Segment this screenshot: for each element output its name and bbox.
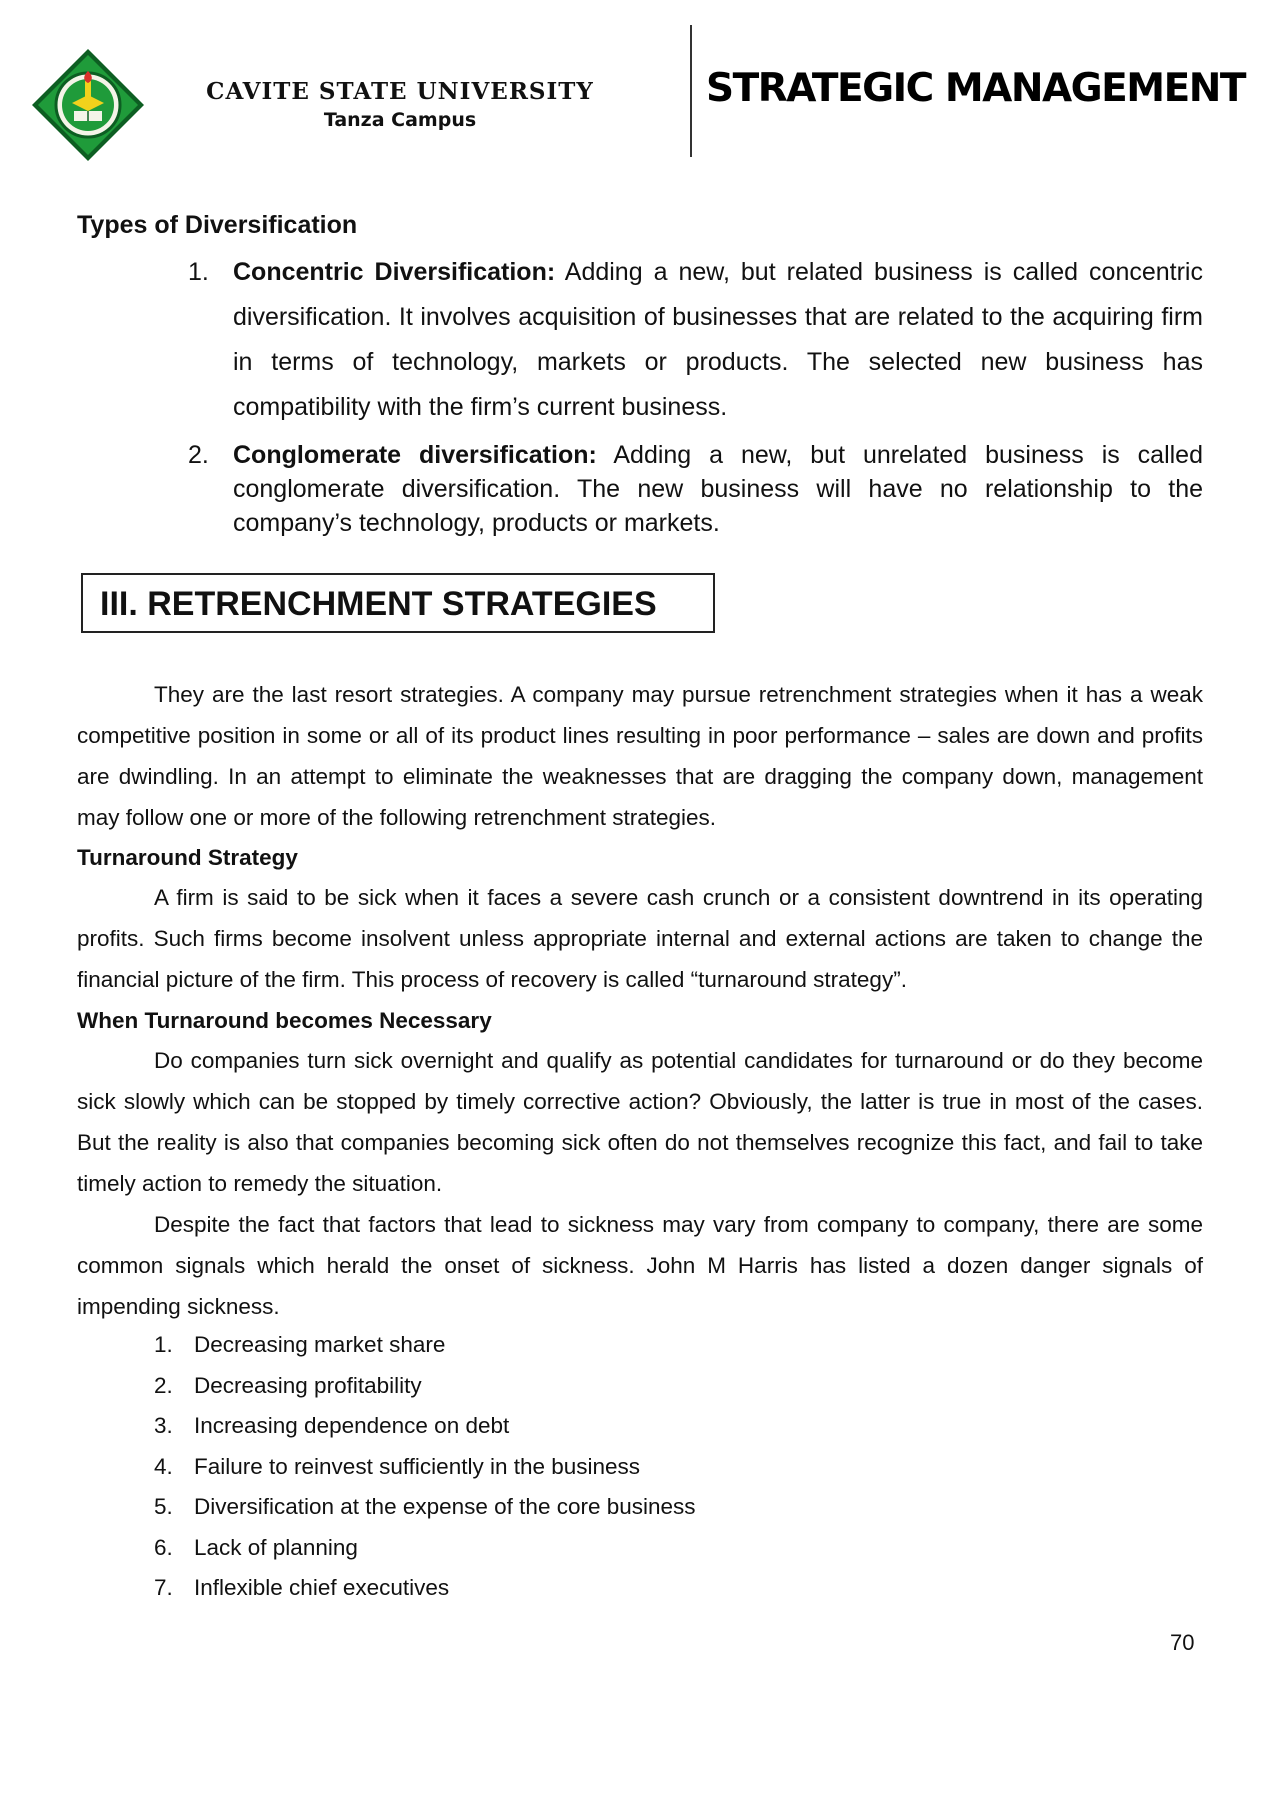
university-seal-icon [28, 45, 148, 165]
list-item [154, 1528, 696, 1569]
turnaround-paragraph: A firm is said to be sick when it faces a severe cash crunch or a consistent downtrend in its operating profits. Such firms become insolvent unless appropriate internal and external actions are taken to change the financial picture of the firm. This process of recovery is called “turnaround strategy”. [77, 885, 1203, 992]
header-divider [690, 25, 692, 157]
list-item [154, 1406, 696, 1447]
necessary-paragraph-block [77, 1040, 1203, 1327]
list-item [188, 438, 1203, 540]
list-number: 4. [154, 1453, 173, 1479]
signal-text: Lack of planning [194, 1534, 358, 1560]
types-heading: Types of Diversification [77, 211, 358, 239]
section-title: III. RETRENCHMENT STRATEGIES [100, 585, 657, 623]
term: Conglomerate diversification: [233, 441, 597, 469]
course-title: STRATEGIC MANAGEMENT [706, 66, 1246, 111]
definition: Adding a new, but related business is called concentric diversification. It involves acquisition of businesses that are related to the acquiring firm in terms of technology, markets or products. The selected new business has compatibility with the firm’s current business. [233, 258, 1203, 421]
university-block [190, 78, 610, 131]
list-number: 6. [154, 1534, 173, 1560]
campus-name: Tanza Campus [323, 109, 477, 131]
list-item [154, 1568, 696, 1609]
page-number: 70 [1170, 1630, 1195, 1655]
page-header [0, 0, 1272, 160]
danger-signals-list [154, 1325, 696, 1609]
signal-text: Increasing dependence on debt [194, 1413, 510, 1438]
necessary-heading: When Turnaround becomes Necessary [77, 1008, 492, 1033]
signal-text: Inflexible chief executives [194, 1575, 450, 1600]
list-number: 1. [188, 258, 209, 286]
list-number: 7. [154, 1575, 173, 1600]
signal-text: Failure to reinvest sufficiently in the business [194, 1453, 641, 1479]
list-item [188, 250, 1203, 430]
necessary-paragraph-1: Do companies turn sick overnight and qualify as potential candidates for turnaround or do they become sick slowly which can be stopped by timely corrective action? Obviously, the latter is true in most of the cases. But the reality is also that companies becoming sick often do not themselves recognize this fact, and fail to take timely action to remedy the situation. [77, 1048, 1203, 1196]
intro-paragraph-block [77, 674, 1203, 838]
definition: Adding a new, but unrelated business is called conglomerate diversification. The new business will have no relationship to the company’s technology, products or markets. [233, 441, 1203, 537]
turnaround-paragraph-block [77, 877, 1203, 1000]
list-number: 2. [188, 441, 209, 469]
list-number: 3. [154, 1413, 173, 1438]
necessary-paragraph-2: Despite the fact that factors that lead to sickness may vary from company to company, there are some common signals which herald the onset of sickness. John M Harris has listed a dozen danger signals of impending sickness. [77, 1212, 1203, 1319]
intro-paragraph: They are the last resort strategies. A company may pursue retrenchment strategies when it has a weak competitive position in some or all of its product lines resulting in poor performance – sales are down and profits are dwindling. In an attempt to eliminate the weaknesses that are dragging the company down, management may follow one or more of the following retrenchment strategies. [77, 682, 1203, 830]
list-item [154, 1487, 696, 1528]
diversification-list [188, 250, 1203, 540]
university-name: CAVITE STATE UNIVERSITY [206, 78, 594, 105]
list-number: 2. [154, 1372, 173, 1398]
term: Concentric Diversification: [233, 258, 556, 286]
list-item [154, 1325, 696, 1366]
list-number: 5. [154, 1494, 173, 1519]
turnaround-heading: Turnaround Strategy [77, 845, 298, 870]
signal-text: Decreasing market share [194, 1332, 446, 1357]
section-title-box [81, 573, 715, 633]
list-item [154, 1366, 696, 1407]
signal-text: Decreasing profitability [194, 1372, 422, 1398]
list-number: 1. [154, 1332, 173, 1357]
signal-text: Diversification at the expense of the core business [194, 1494, 696, 1519]
list-item [154, 1447, 696, 1488]
